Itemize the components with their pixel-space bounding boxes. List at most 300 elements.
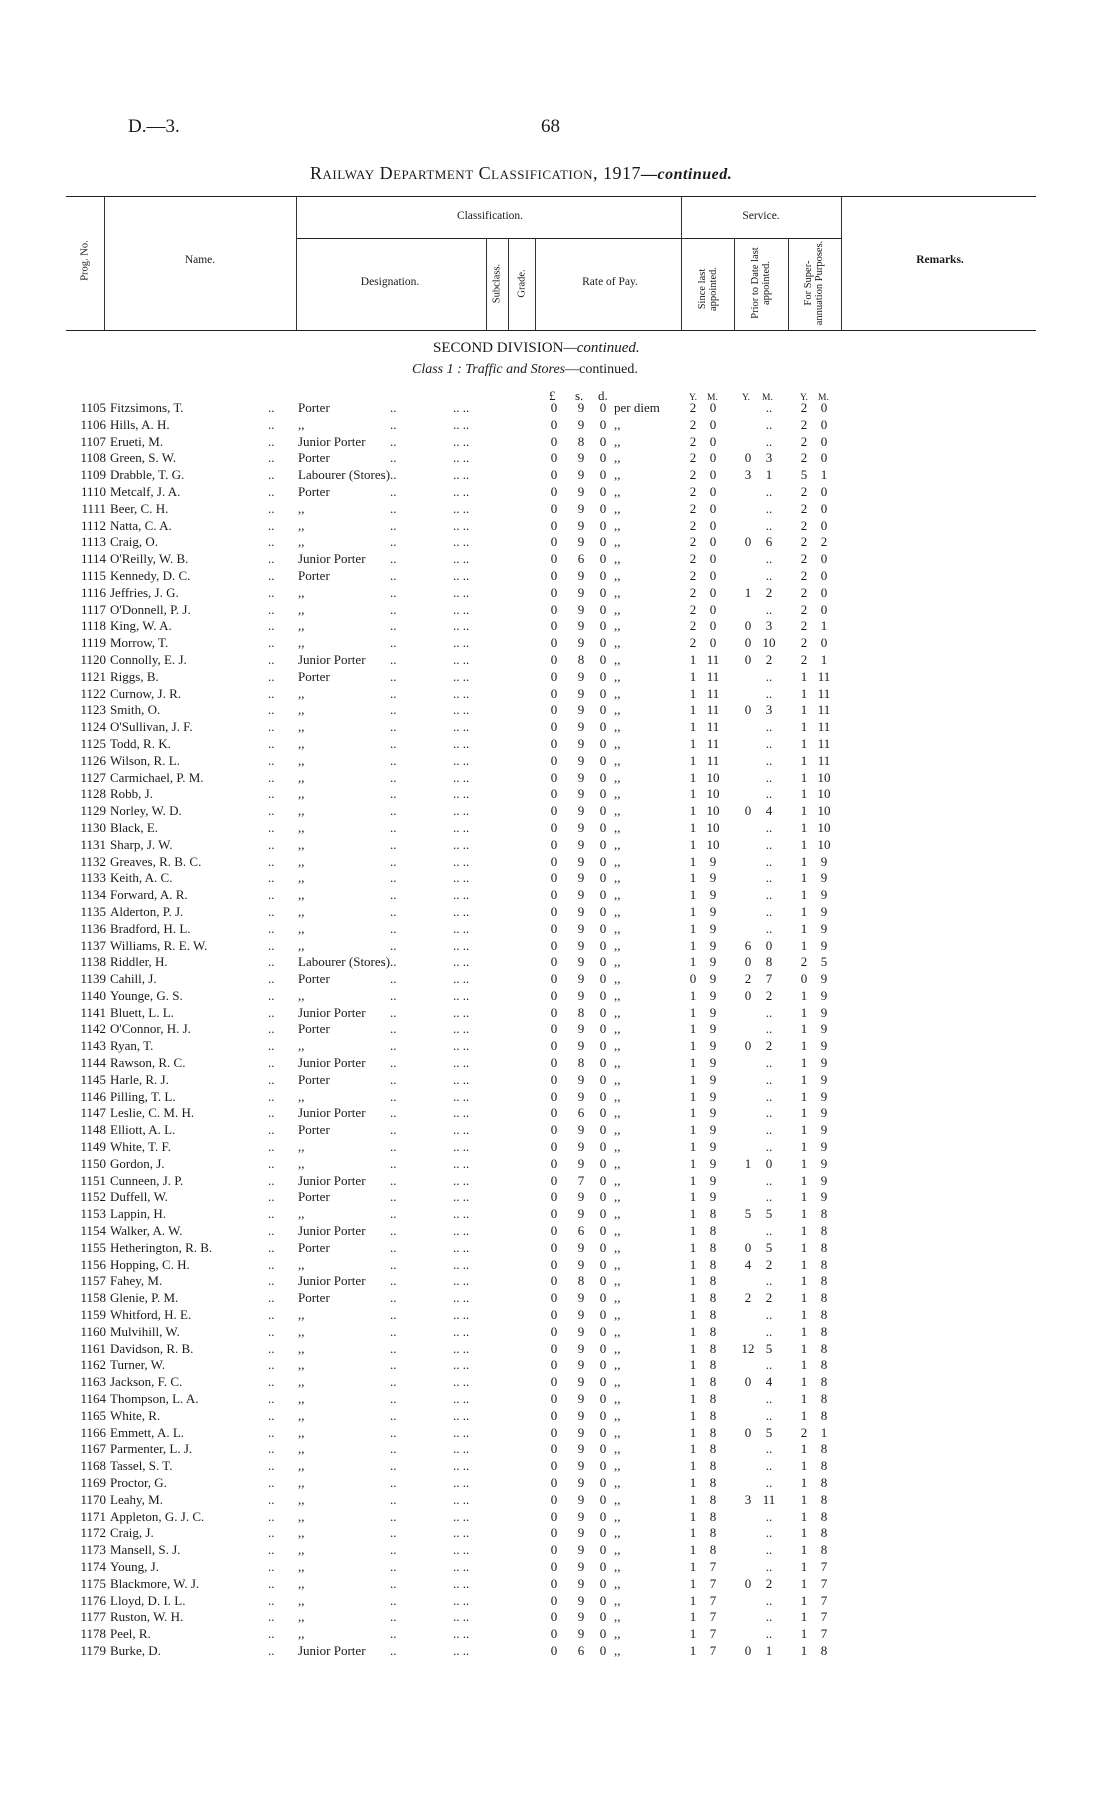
super-years-cell: 1 — [800, 803, 808, 819]
pay-pence-cell: 0 — [599, 1340, 607, 1356]
designation-cell: ,, — [298, 1525, 305, 1541]
pay-pence-cell: 0 — [599, 769, 607, 785]
super-years-cell: 2 — [800, 450, 808, 466]
prog-no-cell: 1138 — [80, 954, 106, 970]
pay-pence-cell: 0 — [599, 836, 607, 852]
prog-no-cell: 1117 — [80, 601, 106, 617]
super-months-unit: M. — [818, 393, 829, 403]
super-months-cell: 0 — [820, 517, 828, 533]
pay-shillings-cell: 9 — [577, 584, 585, 600]
prior-years-cell: 1 — [744, 1155, 752, 1171]
pay-shillings-cell: 9 — [577, 803, 585, 819]
super-years-cell: 2 — [800, 400, 808, 415]
pay-pounds-cell: 0 — [550, 1374, 558, 1390]
since-years-cell: 1 — [689, 1088, 697, 1104]
designation-cell: ,, — [298, 1542, 305, 1558]
designation-cell: ,, — [298, 534, 305, 550]
prog-no-cell: 1135 — [80, 903, 106, 919]
pay-pence-cell: 0 — [599, 668, 607, 684]
pay-period-cell: ,, — [614, 651, 621, 667]
pay-pounds-cell: 0 — [550, 702, 558, 718]
leader-dots: .. .. — [453, 1542, 470, 1558]
pay-pounds-cell: 0 — [550, 1256, 558, 1272]
prior-months-cell: 4 — [765, 1374, 773, 1390]
super-months-cell: 9 — [820, 1122, 828, 1138]
prog-no-cell: 1148 — [80, 1122, 106, 1138]
designation-cell: Junior Porter — [298, 1223, 366, 1239]
pay-pence-cell: 0 — [599, 584, 607, 600]
leader-dots: .. — [390, 903, 397, 919]
classification-rule — [296, 238, 681, 239]
super-months-cell: 8 — [820, 1642, 828, 1658]
designation-cell: Junior Porter — [298, 651, 366, 667]
leader-dots: .. — [268, 1592, 275, 1608]
super-years-cell: 2 — [800, 551, 808, 567]
since-years-cell: 2 — [689, 551, 697, 567]
leader-dots: .. .. — [453, 903, 470, 919]
since-years-cell: 1 — [689, 1256, 697, 1272]
pay-pence-cell: 0 — [599, 1575, 607, 1591]
divider — [486, 238, 487, 330]
name-cell: Leahy, M. — [110, 1491, 163, 1507]
super-years-cell: 1 — [800, 853, 808, 869]
subclass-header: Subclass. — [491, 263, 503, 304]
leader-dots: .. .. — [453, 887, 470, 903]
leader-dots: .. — [268, 786, 275, 802]
name-cell: Turner, W. — [110, 1357, 165, 1373]
pay-pounds-cell: 0 — [550, 551, 558, 567]
prior-years-cell: 4 — [744, 1256, 752, 1272]
pay-pence-cell: 0 — [599, 1609, 607, 1625]
super-months-cell: 8 — [820, 1340, 828, 1356]
prior-months-cell: 5 — [765, 1206, 773, 1222]
since-months-cell: 0 — [709, 416, 717, 432]
leader-dots: .. — [268, 668, 275, 684]
table-row — [0, 921, 1114, 938]
since-months-cell: 7 — [709, 1609, 717, 1625]
since-years-cell: 1 — [689, 1340, 697, 1356]
leader-dots: .. — [268, 483, 275, 499]
prog-no-cell: 1159 — [80, 1307, 106, 1323]
name-cell: Green, S. W. — [110, 450, 177, 466]
designation-cell: Junior Porter — [298, 1055, 366, 1071]
name-cell: Proctor, G. — [110, 1475, 167, 1490]
leader-dots: .. — [268, 584, 275, 600]
prog-no-cell: 1150 — [80, 1155, 106, 1171]
pay-pence-cell: 0 — [599, 1223, 607, 1239]
pay-pence-cell: 0 — [599, 534, 607, 550]
leader-dots: .. — [390, 1558, 397, 1574]
super-months-cell: 1 — [820, 467, 828, 483]
pay-pence-cell: 0 — [599, 1055, 607, 1071]
super-months-cell: 11 — [817, 752, 831, 768]
table-row — [0, 1559, 1114, 1576]
prior-months-cell: 7 — [765, 971, 773, 987]
table-row — [0, 702, 1114, 719]
prior-months-cell: .. — [765, 1021, 773, 1037]
leader-dots: .. — [390, 836, 397, 852]
super-years-cell: 1 — [800, 1441, 808, 1457]
leader-dots: .. — [268, 1139, 275, 1155]
super-months-cell: 8 — [820, 1407, 828, 1423]
prior-months-cell: 3 — [765, 618, 773, 634]
name-cell: O'Connor, H. J. — [110, 1021, 191, 1037]
prior-months-cell: .. — [765, 1542, 773, 1558]
pay-period-cell: ,, — [614, 903, 621, 919]
prog-no-cell: 1143 — [80, 1038, 106, 1054]
leader-dots: .. — [390, 450, 397, 466]
prog-no-cell: 1173 — [80, 1542, 106, 1558]
since-years-cell: 1 — [689, 1626, 697, 1642]
super-months-cell: 9 — [820, 1105, 828, 1121]
super-years-cell: 2 — [800, 416, 808, 432]
since-years-cell: 2 — [689, 483, 697, 499]
pay-shillings-cell: 8 — [577, 1004, 585, 1020]
prog-no-cell: 1163 — [80, 1374, 106, 1390]
since-months-cell: 0 — [709, 483, 717, 499]
since-years-cell: 1 — [689, 1105, 697, 1121]
pay-pounds-cell: 0 — [550, 1491, 558, 1507]
prior-months-cell: 2 — [765, 1256, 773, 1272]
pay-pence-cell: 0 — [599, 987, 607, 1003]
leader-dots: .. — [268, 1155, 275, 1171]
prog-no-cell: 1122 — [80, 685, 106, 701]
leader-dots: .. — [390, 1021, 397, 1037]
divider — [681, 196, 682, 330]
super-months-cell: 0 — [820, 551, 828, 567]
leader-dots: .. — [390, 1441, 397, 1457]
prior-months-cell: .. — [765, 920, 773, 936]
since-months-cell: 11 — [706, 735, 720, 751]
pay-period-cell: ,, — [614, 1172, 621, 1188]
pay-shillings-cell: 9 — [577, 1122, 585, 1138]
pay-period-cell: ,, — [614, 752, 621, 768]
pay-pounds-cell: 0 — [550, 1340, 558, 1356]
super-years-cell: 1 — [800, 1273, 808, 1289]
table-row — [0, 1307, 1114, 1324]
table-row — [0, 1021, 1114, 1038]
designation-cell: ,, — [298, 853, 305, 869]
prog-no-cell: 1152 — [80, 1189, 106, 1205]
super-months-cell: 1 — [820, 651, 828, 667]
pay-period-cell: ,, — [614, 1424, 621, 1440]
pay-period-cell: ,, — [614, 517, 621, 533]
pay-shillings-cell: 9 — [577, 1088, 585, 1104]
table-row — [0, 1509, 1114, 1526]
pay-pounds-cell: 0 — [550, 1290, 558, 1306]
designation-cell: ,, — [298, 1441, 305, 1457]
prog-no-cell: 1114 — [80, 551, 106, 567]
designation-cell: ,, — [298, 500, 305, 516]
since-years-cell: 1 — [689, 1155, 697, 1171]
leader-dots: .. — [390, 1155, 397, 1171]
prog-no-cell: 1146 — [80, 1088, 106, 1104]
prog-no-cell: 1113 — [80, 534, 106, 550]
prior-years-cell: 0 — [744, 1424, 752, 1440]
pay-period-cell: ,, — [614, 1088, 621, 1104]
pay-pounds-cell: 0 — [550, 887, 558, 903]
pay-pounds-cell: 0 — [550, 1223, 558, 1239]
prior-months-cell: .. — [765, 483, 773, 499]
pay-shillings-cell: 9 — [577, 635, 585, 651]
since-years-cell: 1 — [689, 735, 697, 751]
since-months-cell: 8 — [709, 1206, 717, 1222]
pay-pence-cell: 0 — [599, 601, 607, 617]
leader-dots: .. .. — [453, 1071, 470, 1087]
leader-dots: .. .. — [453, 1273, 470, 1289]
table-row — [0, 1206, 1114, 1223]
name-cell: Glenie, P. M. — [110, 1290, 179, 1306]
prog-no-cell: 1174 — [80, 1558, 106, 1574]
super-months-cell: 8 — [820, 1307, 828, 1323]
prog-no-cell: 1132 — [80, 853, 106, 869]
leader-dots: .. — [390, 517, 397, 533]
service-rule — [681, 238, 841, 239]
pay-period-cell: ,, — [614, 1323, 621, 1339]
super-years-cell: 1 — [800, 1172, 808, 1188]
table-row — [0, 1038, 1114, 1055]
pay-pounds-cell: 0 — [550, 1239, 558, 1255]
pay-period-cell: ,, — [614, 433, 621, 449]
since-months-cell: 0 — [709, 433, 717, 449]
pay-shillings-cell: 7 — [577, 1172, 585, 1188]
pay-pence-cell: 0 — [599, 1542, 607, 1558]
name-cell: Alderton, P. J. — [110, 903, 184, 919]
table-row — [0, 518, 1114, 535]
pay-pounds-cell: 0 — [550, 1407, 558, 1423]
leader-dots: .. — [390, 1407, 397, 1423]
super-months-cell: 10 — [817, 786, 831, 802]
prior-months-cell: 0 — [765, 1155, 773, 1171]
prior-years-cell: 0 — [744, 803, 752, 819]
super-years-cell: 2 — [800, 567, 808, 583]
super-years-cell: 1 — [800, 668, 808, 684]
super-years-cell: 2 — [800, 954, 808, 970]
pay-shillings-cell: 9 — [577, 702, 585, 718]
prior-months-cell: .. — [765, 1189, 773, 1205]
leader-dots: .. — [390, 1475, 397, 1490]
pay-shillings-cell: 9 — [577, 937, 585, 953]
designation-cell: ,, — [298, 1424, 305, 1440]
leader-dots: .. — [268, 719, 275, 735]
name-cell: Drabble, T. G. — [110, 467, 185, 483]
pay-shillings-cell: 9 — [577, 1155, 585, 1171]
since-months-cell: 9 — [709, 870, 717, 886]
since-years-cell: 1 — [689, 1323, 697, 1339]
name-cell: Parmenter, L. J. — [110, 1441, 193, 1457]
leader-dots: .. .. — [453, 1139, 470, 1155]
leader-dots: .. — [390, 1122, 397, 1138]
pay-pounds-cell: 0 — [550, 1441, 558, 1457]
pay-pence-cell: 0 — [599, 803, 607, 819]
table-row — [0, 1525, 1114, 1542]
page-title-main: Railway Department Classification, 1917 — [310, 163, 641, 183]
prog-no-cell: 1108 — [80, 450, 106, 466]
table-row — [0, 719, 1114, 736]
since-years-cell: 1 — [689, 1004, 697, 1020]
since-years-cell: 2 — [689, 467, 697, 483]
pay-shillings-cell: 9 — [577, 483, 585, 499]
super-months-cell: 8 — [820, 1357, 828, 1373]
prior-years-cell: 0 — [744, 450, 752, 466]
designation-cell: ,, — [298, 517, 305, 533]
super-months-cell: 9 — [820, 1189, 828, 1205]
pay-shillings-cell: 9 — [577, 819, 585, 835]
name-cell: O'Donnell, P. J. — [110, 601, 191, 617]
since-years-cell: 1 — [689, 920, 697, 936]
since-years-cell: 2 — [689, 517, 697, 533]
pay-pence-cell: 0 — [599, 1038, 607, 1054]
prog-no-cell: 1126 — [80, 752, 106, 768]
pay-period-cell: ,, — [614, 1592, 621, 1608]
pay-pence-cell: 0 — [599, 400, 607, 415]
leader-dots: .. .. — [453, 987, 470, 1003]
leader-dots: .. — [390, 1172, 397, 1188]
pay-pence-cell: 0 — [599, 500, 607, 516]
pay-period-cell: ,, — [614, 1206, 621, 1222]
super-years-cell: 1 — [800, 1088, 808, 1104]
designation-cell: ,, — [298, 601, 305, 617]
leader-dots: .. — [390, 1004, 397, 1020]
prior-months-cell: .. — [765, 567, 773, 583]
table-row — [0, 1441, 1114, 1458]
leader-dots: .. — [390, 1307, 397, 1323]
pay-pence-cell: 0 — [599, 1139, 607, 1155]
prior-months-cell: .. — [765, 400, 773, 415]
leader-dots: .. — [390, 534, 397, 550]
pounds-unit: £ — [549, 388, 556, 403]
leader-dots: .. .. — [453, 702, 470, 718]
leader-dots: .. — [268, 1475, 275, 1490]
pay-period-cell: ,, — [614, 920, 621, 936]
leader-dots: .. — [390, 1223, 397, 1239]
pay-pence-cell: 0 — [599, 1323, 607, 1339]
pay-pounds-cell: 0 — [550, 1558, 558, 1574]
pay-shillings-cell: 6 — [577, 551, 585, 567]
prog-no-cell: 1131 — [80, 836, 106, 852]
table-row — [0, 1626, 1114, 1643]
pay-pounds-cell: 0 — [550, 920, 558, 936]
pay-period-cell: ,, — [614, 887, 621, 903]
leader-dots: .. — [268, 1088, 275, 1104]
since-years-cell: 1 — [689, 1642, 697, 1658]
divider — [296, 196, 297, 330]
leader-dots: .. — [390, 887, 397, 903]
rate-of-pay-header: Rate of Pay. — [582, 276, 638, 288]
name-cell: Craig, O. — [110, 534, 159, 550]
super-months-cell: 10 — [817, 803, 831, 819]
since-months-cell: 8 — [709, 1424, 717, 1440]
since-last-header: Since last appointed. — [697, 266, 719, 312]
super-months-cell: 8 — [820, 1374, 828, 1390]
super-years-cell: 1 — [800, 920, 808, 936]
pay-shillings-cell: 9 — [577, 400, 585, 415]
pay-pounds-cell: 0 — [550, 987, 558, 1003]
prior-months-cell: .. — [765, 786, 773, 802]
name-cell: Appleton, G. J. C. — [110, 1508, 205, 1524]
designation-cell: Junior Porter — [298, 1105, 366, 1121]
name-cell: Morrow, T. — [110, 635, 169, 651]
leader-dots: .. — [268, 887, 275, 903]
designation-cell: ,, — [298, 1357, 305, 1373]
designation-cell: Junior Porter — [298, 1642, 366, 1658]
leader-dots: .. .. — [453, 1290, 470, 1306]
leader-dots: .. — [268, 1575, 275, 1591]
since-years-cell: 2 — [689, 584, 697, 600]
pay-pounds-cell: 0 — [550, 635, 558, 651]
since-years-cell: 1 — [689, 987, 697, 1003]
pay-pence-cell: 0 — [599, 1290, 607, 1306]
pay-pounds-cell: 0 — [550, 1021, 558, 1037]
table-row — [0, 837, 1114, 854]
super-months-cell: 11 — [817, 685, 831, 701]
leader-dots: .. .. — [453, 836, 470, 852]
leader-dots: .. .. — [453, 1592, 470, 1608]
since-months-cell: 9 — [709, 1172, 717, 1188]
pay-period-cell: ,, — [614, 450, 621, 466]
division-suffix: —continued. — [563, 340, 640, 356]
leader-dots: .. — [268, 1189, 275, 1205]
super-months-cell: 8 — [820, 1491, 828, 1507]
since-years-cell: 1 — [689, 1491, 697, 1507]
super-years-cell: 1 — [800, 1542, 808, 1558]
designation-cell: Porter — [298, 668, 330, 684]
prog-no-cell: 1123 — [80, 702, 106, 718]
prior-years-cell: 1 — [744, 584, 752, 600]
pay-period-cell: ,, — [614, 870, 621, 886]
leader-dots: .. — [390, 752, 397, 768]
pay-pence-cell: 0 — [599, 1273, 607, 1289]
prior-months-cell: .. — [765, 853, 773, 869]
prior-years-unit: Y. — [742, 393, 751, 403]
prog-no-cell: 1137 — [80, 937, 106, 953]
prior-months-cell: .. — [765, 1004, 773, 1020]
prog-no-cell: 1145 — [80, 1071, 106, 1087]
pay-pence-cell: 0 — [599, 1307, 607, 1323]
leader-dots: .. — [268, 1273, 275, 1289]
super-months-cell: 9 — [820, 1004, 828, 1020]
since-months-cell: 7 — [709, 1592, 717, 1608]
prior-months-cell: .. — [765, 433, 773, 449]
super-years-cell: 1 — [800, 1189, 808, 1205]
pay-pence-cell: 0 — [599, 1172, 607, 1188]
divider — [535, 238, 536, 330]
since-months-cell: 7 — [709, 1575, 717, 1591]
prior-years-cell: 0 — [744, 651, 752, 667]
since-years-cell: 1 — [689, 1424, 697, 1440]
super-years-cell: 1 — [800, 1139, 808, 1155]
pay-shillings-cell: 9 — [577, 601, 585, 617]
leader-dots: .. .. — [453, 920, 470, 936]
prior-months-cell: 5 — [765, 1239, 773, 1255]
since-months-cell: 11 — [706, 752, 720, 768]
leader-dots: .. — [390, 1391, 397, 1407]
super-months-cell: 0 — [820, 433, 828, 449]
prog-no-cell: 1167 — [80, 1441, 106, 1457]
prior-years-cell: 2 — [744, 1290, 752, 1306]
prog-no-cell: 1156 — [80, 1256, 106, 1272]
pay-pounds-cell: 0 — [550, 416, 558, 432]
pay-shillings-cell: 9 — [577, 1139, 585, 1155]
pay-pence-cell: 0 — [599, 1256, 607, 1272]
name-cell: Keith, A. C. — [110, 870, 173, 886]
super-months-cell: 9 — [820, 1021, 828, 1037]
designation-cell: ,, — [298, 752, 305, 768]
leader-dots: .. — [390, 1626, 397, 1642]
leader-dots: .. .. — [453, 1642, 470, 1658]
super-months-cell: 5 — [820, 954, 828, 970]
leader-dots: .. .. — [453, 1458, 470, 1474]
